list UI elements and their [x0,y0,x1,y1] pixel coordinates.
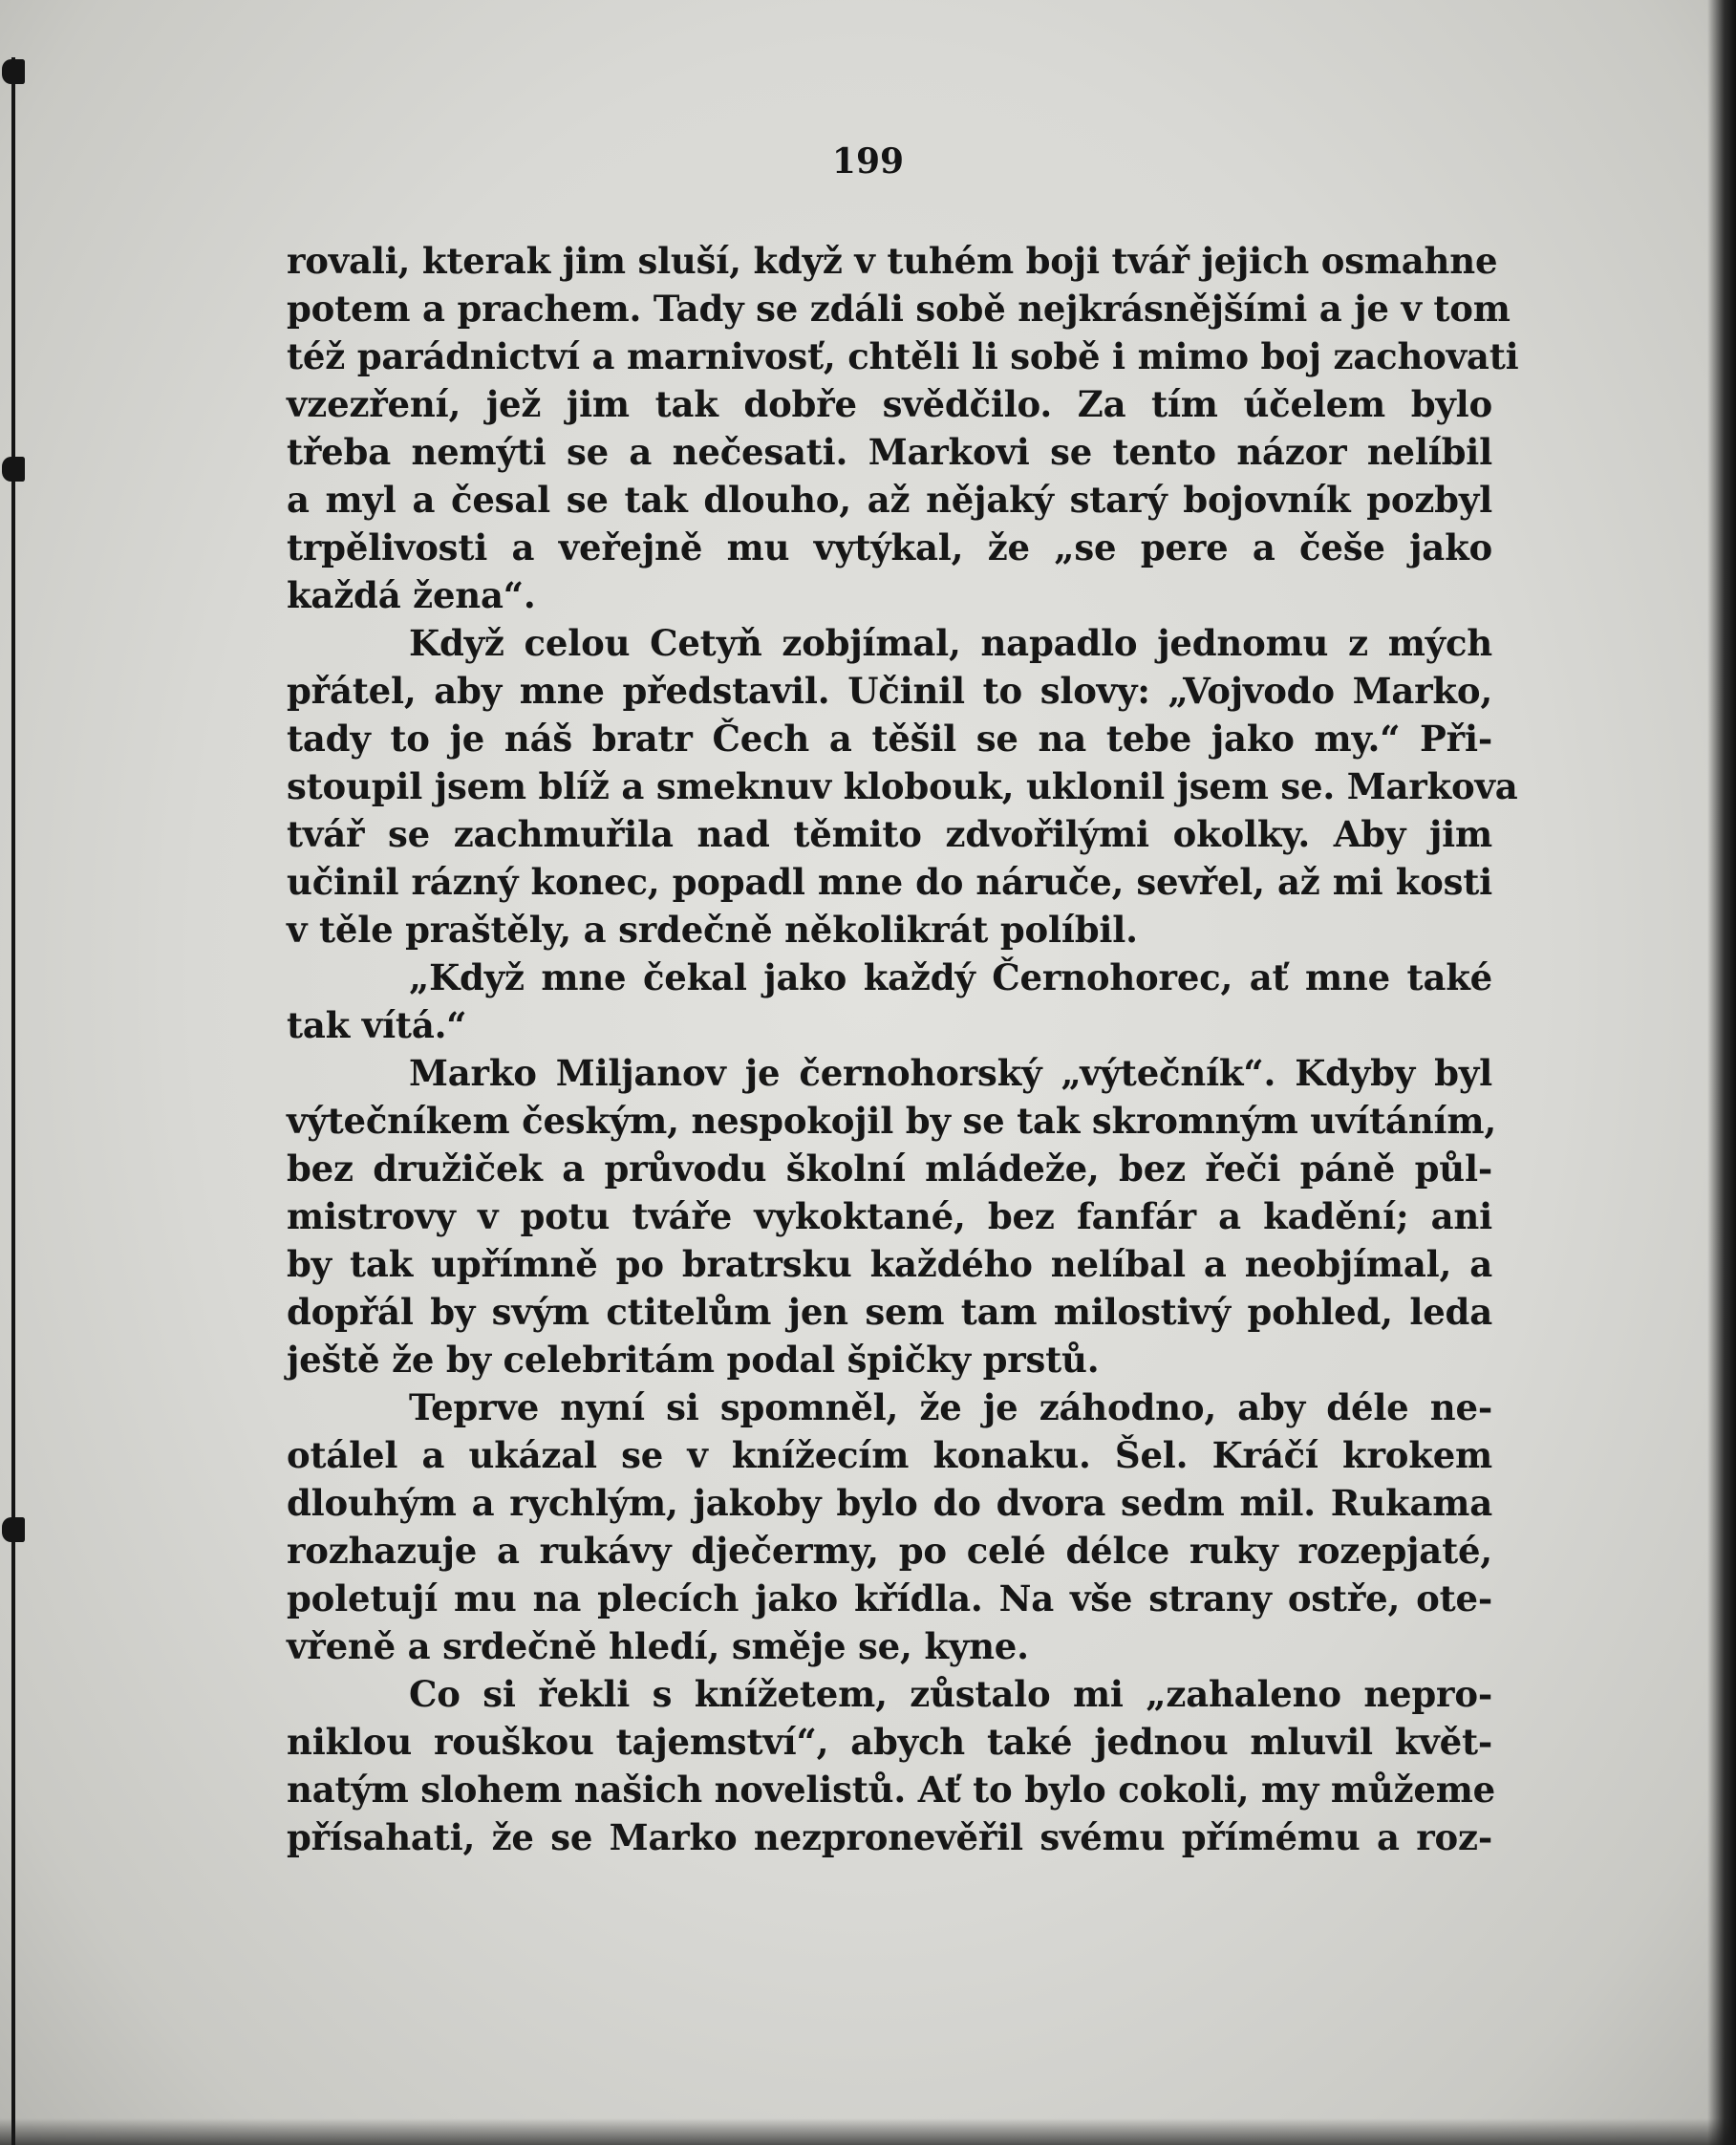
text-line: bez družiček a průvodu školní mládeže, bez řeči páně půl- [287,1148,1492,1190]
text-line: tvář se zachmuřila nad těmito zdvořilými okolky. Aby jim [287,813,1492,855]
text-line: ještě že by celebritám podal špičky prstů. [287,1339,1100,1381]
text-line: třeba nemýti se a nečesati. Markovi se tento názor nelíbil [287,431,1492,473]
text-line: tak vítá.“ [287,1004,467,1046]
text-line: každá žena“. [287,574,536,616]
text-line: výtečníkem českým, nespokojil by se tak skromným uvítáním, [287,1100,1497,1142]
text-line: učinil rázný konec, popadl mne do náruče, sevřel, až mi kosti [287,861,1492,903]
text-line: dlouhým a rychlým, jakoby bylo do dvora sedm mil. Rukama [287,1482,1492,1524]
text-line: Když celou Cetyň zobjímal, napadlo jednomu z mých [409,622,1492,664]
text-line: též parádnictví a marnivosť, chtěli li sobě i mimo boj zachovati [287,335,1519,377]
text-line: potem a prachem. Tady se zdáli sobě nejkrásnějšími a je v tom [287,288,1511,330]
text-line: a myl a česal se tak dlouho, až nějaký starý bojovník pozbyl [287,479,1492,521]
text-line: „Když mne čekal jako každý Černohorec, ať mne také [409,956,1492,998]
page-number: 199 [831,141,905,182]
text-line: by tak upřímně po bratrsku každého nelíbal a neobjímal, a [287,1243,1492,1285]
text-line: natým slohem našich novelistů. Ať to bylo cokoli, my můžeme [287,1769,1496,1811]
text-line: rozhazuje a rukávy dječermy, po celé délce ruky rozepjaté, [287,1530,1492,1572]
text-line: poletují mu na plecích jako křídla. Na vše strany ostře, ote- [287,1577,1492,1619]
binding-line [11,57,15,2145]
text-line: v těle praštěly, a srdečně několikrát políbil. [287,909,1138,951]
text-line: vzezření, jež jim tak dobře svědčilo. Za tím účelem bylo [287,383,1492,425]
text-line: přísahati, že se Marko nezpronevěřil svému přímému a roz- [287,1816,1492,1858]
text-line: dopřál by svým ctitelům jen sem tam milostivý pohled, leda [287,1291,1492,1333]
text-line: stoupil jsem blíž a smeknuv klobouk, uklonil jsem se. Markova [287,765,1518,807]
text-line: Co si řekli s knížetem, zůstalo mi „zahaleno nepro- [409,1673,1492,1715]
page-edge-shadow [1707,0,1736,2145]
binding-mark [2,59,25,84]
text-line: rovali, kterak jim sluší, když v tuhém boji tvář jejich osmahne [287,240,1498,282]
text-line: přátel, aby mne představil. Učinil to slovy: „Vojvodo Marko, [287,670,1492,712]
text-line: otálel a ukázal se v knížecím konaku. Šel. Kráčí krokem [287,1434,1492,1476]
text-line: mistrovy v potu tváře vykoktané, bez fanfár a kadění; ani [287,1195,1492,1237]
text-line: vřeně a srdečně hledí, směje se, kyne. [287,1625,1029,1667]
text-line: niklou rouškou tajemství“, abych také jednou mluvil květ- [287,1721,1492,1763]
page-edge-shadow-bottom [0,2118,1736,2145]
body-text [287,237,1519,1861]
text-line: tady to je náš bratr Čech a těšil se na tebe jako my.“ Při- [287,718,1492,760]
text-line: Marko Miljanov je černohorský „výtečník“. Kdyby byl [409,1052,1492,1094]
binding-mark [2,457,25,482]
text-line: Teprve nyní si spomněl, že je záhodno, aby déle ne- [409,1386,1492,1428]
binding-mark [2,1517,25,1542]
text-line: trpělivosti a veřejně mu vytýkal, že „se pere a češe jako [287,526,1492,568]
